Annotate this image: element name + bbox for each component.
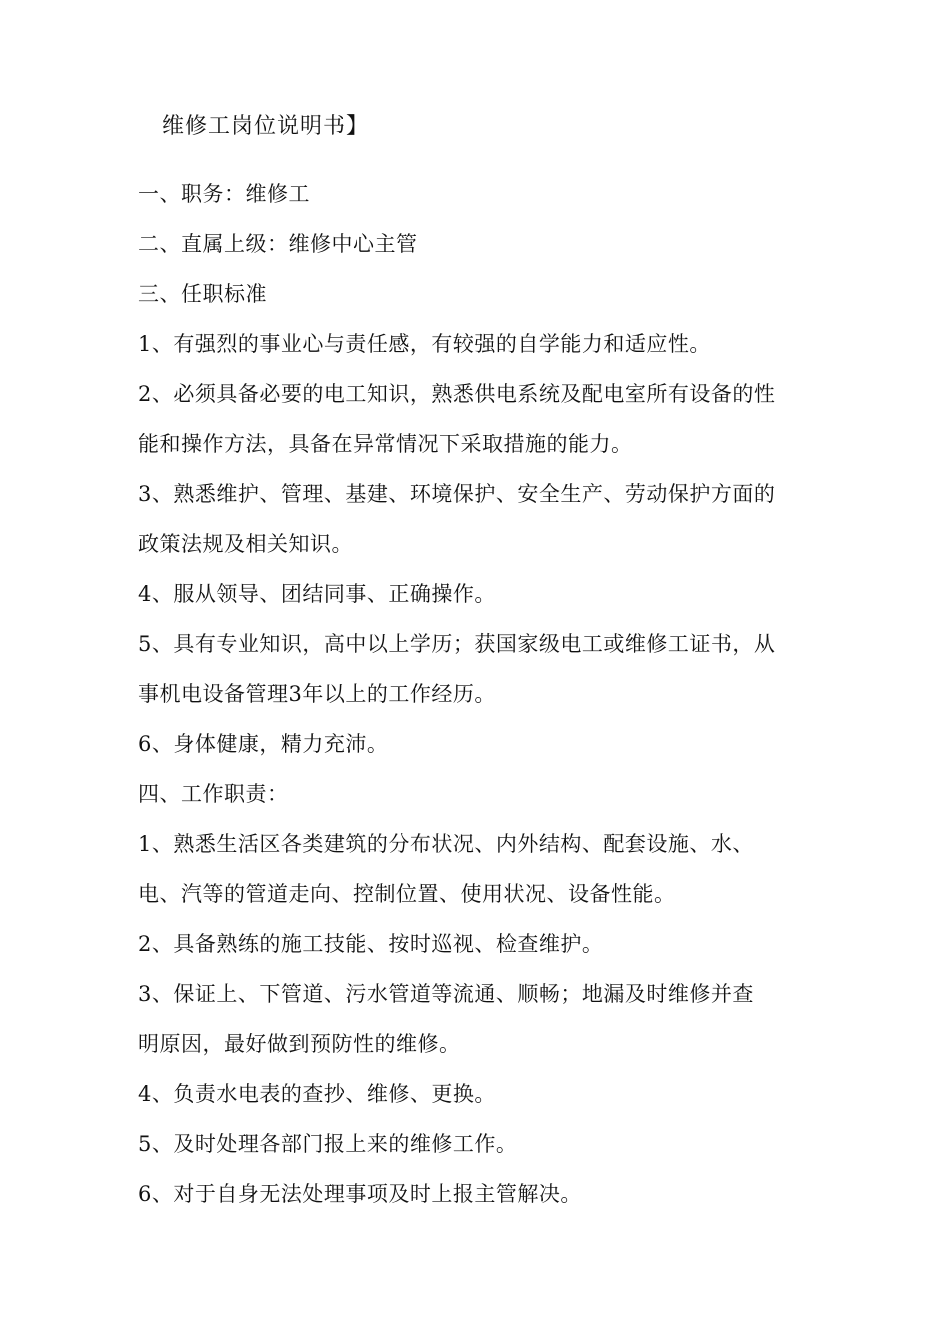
text-line: 4、服从领导、团结同事、正确操作。	[138, 582, 496, 606]
document-title: 维修工岗位说明书】	[162, 114, 370, 139]
text-line: 6、对于自身无法处理事项及时上报主管解决。	[138, 1182, 582, 1206]
text-line: 1、熟悉生活区各类建筑的分布状况、内外结构、配套设施、水、	[138, 832, 754, 856]
text-line: 2、必须具备必要的电工知识，熟悉供电系统及配电室所有设备的性	[138, 382, 776, 406]
text-line: 5、具有专业知识，高中以上学历；获国家级电工或维修工证书，从	[138, 632, 776, 656]
text-line: 能和操作方法，具备在异常情况下采取措施的能力。	[138, 432, 633, 456]
text-line: 电、汽等的管道走向、控制位置、使用状况、设备性能。	[138, 882, 676, 906]
section-heading-standards: 三、任职标准	[138, 282, 267, 306]
text-line: 3、熟悉维护、管理、基建、环境保护、安全生产、劳动保护方面的	[138, 482, 776, 506]
text-line-supervisor: 二、直属上级：维修中心主管	[138, 232, 418, 256]
text-line: 明原因，最好做到预防性的维修。	[138, 1032, 461, 1056]
section-heading-duties: 四、工作职责：	[138, 782, 289, 806]
text-line: 政策法规及相关知识。	[138, 532, 353, 556]
text-line: 1、有强烈的事业心与责任感，有较强的自学能力和适应性。	[138, 332, 711, 356]
text-line-job: 一、职务：维修工	[138, 182, 310, 206]
text-line: 4、负责水电表的查抄、维修、更换。	[138, 1082, 496, 1106]
text-line: 事机电设备管理3年以上的工作经历。	[138, 682, 496, 706]
text-line: 5、及时处理各部门报上来的维修工作。	[138, 1132, 518, 1156]
text-line: 6、身体健康，精力充沛。	[138, 732, 389, 756]
document-body	[138, 174, 808, 1224]
text-line: 2、具备熟练的施工技能、按时巡视、检查维护。	[138, 932, 604, 956]
text-line: 3、保证上、下管道、污水管道等流通、顺畅；地漏及时维修并查	[138, 982, 754, 1006]
